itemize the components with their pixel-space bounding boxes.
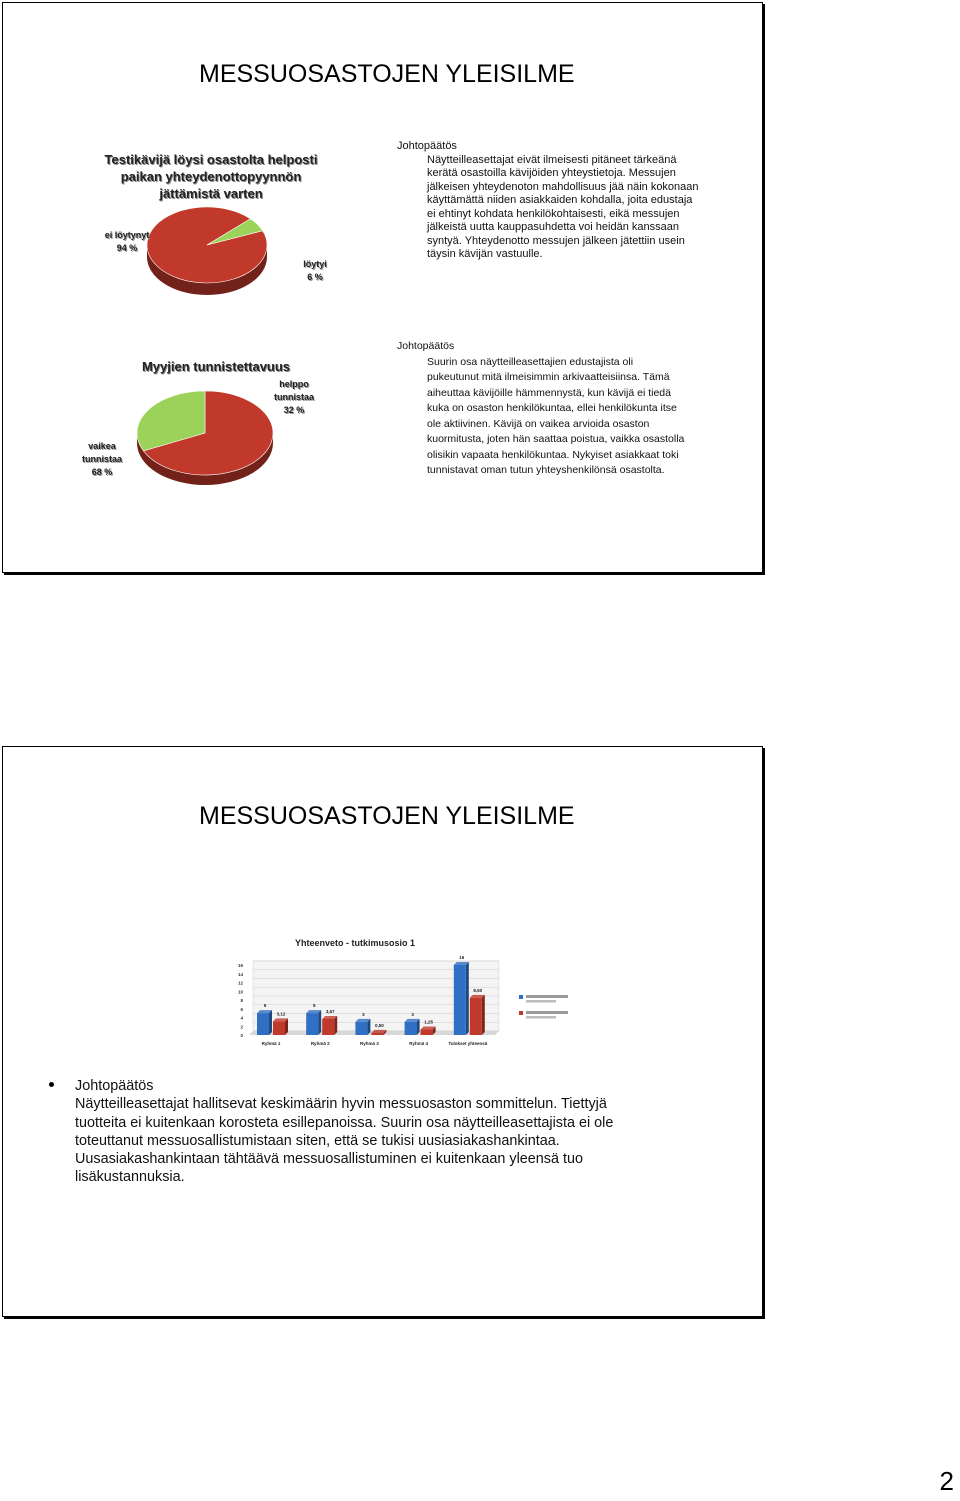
bar-side bbox=[466, 962, 469, 1035]
x-tick-label: Tulokset yhteensä bbox=[448, 1041, 488, 1046]
bar-value-label: 3 bbox=[362, 1011, 365, 1017]
chart-title: Yhteenveto - tutkimusosio 1 bbox=[294, 938, 416, 948]
bar-series-red-1 bbox=[322, 1019, 334, 1035]
conclusion-heading: Johtopäätös bbox=[397, 340, 455, 352]
y-tick-label: 2 bbox=[240, 1024, 243, 1030]
bar-value-label: 16 bbox=[459, 955, 465, 960]
bar-series-blue-3 bbox=[405, 1022, 417, 1035]
conclusion-heading: Johtopäätös bbox=[397, 140, 457, 152]
pie-label-text: helppo bbox=[279, 379, 309, 389]
bar-value-label: 3,67 bbox=[325, 1008, 335, 1014]
bar-value-label: 3 bbox=[411, 1011, 414, 1017]
y-tick-label: 8 bbox=[240, 998, 243, 1003]
legend-label-placeholder bbox=[526, 1016, 556, 1019]
x-tick-label: Ryhmä 4 bbox=[409, 1041, 428, 1046]
pie-label-text: tunnistaa bbox=[81, 454, 122, 464]
bar-series-red-3 bbox=[421, 1030, 433, 1035]
bar-side bbox=[334, 1016, 337, 1035]
pie-title-line: Testikävijä löysi osastolta helposti bbox=[104, 152, 318, 167]
bar-series-blue-2 bbox=[355, 1022, 367, 1035]
pie-chart-seller-recognizability bbox=[131, 383, 281, 493]
pie-label-not-found bbox=[97, 229, 157, 255]
slide-2 bbox=[2, 746, 763, 1317]
legend-label-placeholder bbox=[526, 1000, 556, 1003]
x-tick-label: Ryhmä 2 bbox=[310, 1041, 330, 1046]
conclusion-line: toteuttanut messuosallistumistaan siten, että se tukisi uusiasiakashankintaa. bbox=[75, 1132, 560, 1149]
bar-side bbox=[482, 995, 485, 1035]
pie-chart-title: Myyjien tunnistettavuus bbox=[141, 359, 291, 374]
conclusion-line: olisikin vapaata henkilökuntaa. Nykyiset asiakkaat toki bbox=[427, 448, 679, 461]
y-tick-label: 6 bbox=[240, 1006, 243, 1012]
pie-label-percent: 32 % bbox=[283, 405, 305, 415]
legend-label-placeholder bbox=[526, 1011, 568, 1014]
pie-label-text: löytyi bbox=[303, 259, 327, 269]
pie-title-line: paikan yhteydenottopyynnön bbox=[120, 169, 302, 184]
bar-value-label: 5 bbox=[312, 1003, 316, 1009]
pie-label-hard bbox=[77, 440, 127, 479]
conclusion-line: jälkeistä uutta kauppasuhdetta voi heidän kanssaan bbox=[427, 221, 679, 233]
pie-label-percent: 68 % bbox=[91, 467, 113, 477]
conclusion-line: jälkeisen yhteydenoton mahdollisuus jää näin kokonaan bbox=[427, 180, 699, 193]
pie-label-found bbox=[293, 258, 337, 284]
conclusion-line: kerätä osastoilla kävijöiden yhteystietoja. Messujen bbox=[427, 167, 676, 179]
conclusion-line: Uusasiakashankintaan tähtäävä messuosallistuminen ei kuitenkaan yleensä tuo bbox=[75, 1151, 583, 1168]
bar-series-red-4 bbox=[470, 998, 482, 1035]
bullet-icon bbox=[49, 1082, 54, 1087]
y-tick-label: 16 bbox=[237, 963, 243, 968]
conclusion-line: kuka on osaston henkilökuntaa, ellei henkilökunta itse bbox=[427, 402, 677, 414]
bar-series-blue-4 bbox=[454, 965, 466, 1035]
pie-chart-contact-request bbox=[143, 199, 273, 299]
conclusion-1 bbox=[397, 140, 737, 262]
conclusion-heading: Johtopäätös bbox=[75, 1078, 154, 1094]
pie-label-text: tunnistaa bbox=[273, 392, 314, 402]
bar-value-label: 0,50 bbox=[375, 1022, 384, 1028]
conclusion-3 bbox=[75, 1077, 675, 1187]
legend-label-placeholder bbox=[526, 995, 568, 998]
pie-label-percent: 6 % bbox=[307, 272, 323, 282]
slide-1 bbox=[2, 2, 763, 573]
y-tick-label: 0 bbox=[240, 1033, 243, 1038]
pie-chart-title bbox=[99, 151, 323, 202]
conclusion-line: tunnistavat oman tutun yhteyshenkilönsä osastolta. bbox=[427, 464, 665, 476]
bar-value-label: 5 bbox=[263, 1003, 267, 1009]
conclusion-line: tuotteita ei kuitenkaan korosteta esillepanoissa. Suurin osa näytteilleasettajista ei ole bbox=[75, 1114, 614, 1131]
y-tick-label: 10 bbox=[237, 989, 243, 995]
conclusion-line: Suurin osa näytteilleasettajien edustajista oli bbox=[427, 355, 634, 368]
conclusion-line: aiheuttaa kävijöille hämmennystä, kun kävijä ei tiedä bbox=[427, 386, 671, 399]
pie-title-line: jättämistä varten bbox=[159, 186, 263, 201]
conclusion-2 bbox=[397, 339, 737, 479]
y-tick-label: 12 bbox=[237, 980, 243, 986]
bar-series-red-0 bbox=[273, 1021, 285, 1035]
page-number: 2 bbox=[939, 1466, 954, 1496]
bar-value-label: 1,25 bbox=[424, 1019, 433, 1025]
conclusion-line: käyttämättä niiden asiakkaiden kohdalla, joita edustaja bbox=[427, 194, 693, 206]
bar-series-blue-0 bbox=[257, 1013, 269, 1035]
pie-label-percent: 94 % bbox=[116, 243, 138, 253]
y-tick-label: 4 bbox=[240, 1015, 243, 1021]
legend-swatch bbox=[519, 995, 523, 999]
pie-label-text: vaikea bbox=[88, 441, 116, 451]
x-tick-label: Ryhmä 3 bbox=[360, 1041, 379, 1046]
x-tick-label: Ryhmä 1 bbox=[261, 1041, 281, 1046]
conclusion-line: täysin kävijän vastuulle. bbox=[427, 248, 543, 260]
bar-chart-summary bbox=[225, 937, 585, 1057]
bar-value-label: 3,12 bbox=[276, 1011, 286, 1017]
bar-value-label: 8,50 bbox=[473, 987, 483, 993]
conclusion-line: Näytteilleasettajat eivät ilmeisesti pitäneet tärkeänä bbox=[427, 153, 677, 166]
conclusion-line: ei ehtinyt kohdata henkilökohtaisesti, eikä messujen bbox=[427, 207, 680, 220]
bar-side bbox=[269, 1010, 272, 1035]
slide-title: MESSUOSASTOJEN YLEISILME bbox=[199, 802, 575, 830]
conclusion-line: ole aktiivinen. Kävijä on vaikea arvioida osaston bbox=[427, 417, 650, 430]
conclusion-line: syntyä. Yhteydenotto messujen jälkeen jätettiin usein bbox=[427, 234, 685, 247]
bar-series-blue-1 bbox=[306, 1013, 318, 1035]
y-tick-label: 14 bbox=[237, 971, 243, 977]
pie-label-easy bbox=[267, 378, 321, 417]
conclusion-line: kuormitusta, joten hän saattaa poistua, vaikka osastolla bbox=[427, 433, 685, 445]
bar-series-red-2 bbox=[371, 1033, 383, 1035]
legend-swatch bbox=[519, 1011, 523, 1015]
conclusion-line: pukeutunut mitä ilmeisimmin arkivaatteisiinsa. Tämä bbox=[427, 371, 670, 383]
conclusion-line: lisäkustannuksia. bbox=[75, 1169, 185, 1186]
pie-label-text: ei löytynyt bbox=[104, 230, 150, 240]
bar-side bbox=[318, 1010, 321, 1035]
slide-title: MESSUOSASTOJEN YLEISILME bbox=[199, 60, 575, 88]
conclusion-line: Näytteilleasettajat hallitsevat keskimäärin hyvin messuosaston sommittelun. Tiettyjä bbox=[75, 1096, 607, 1113]
